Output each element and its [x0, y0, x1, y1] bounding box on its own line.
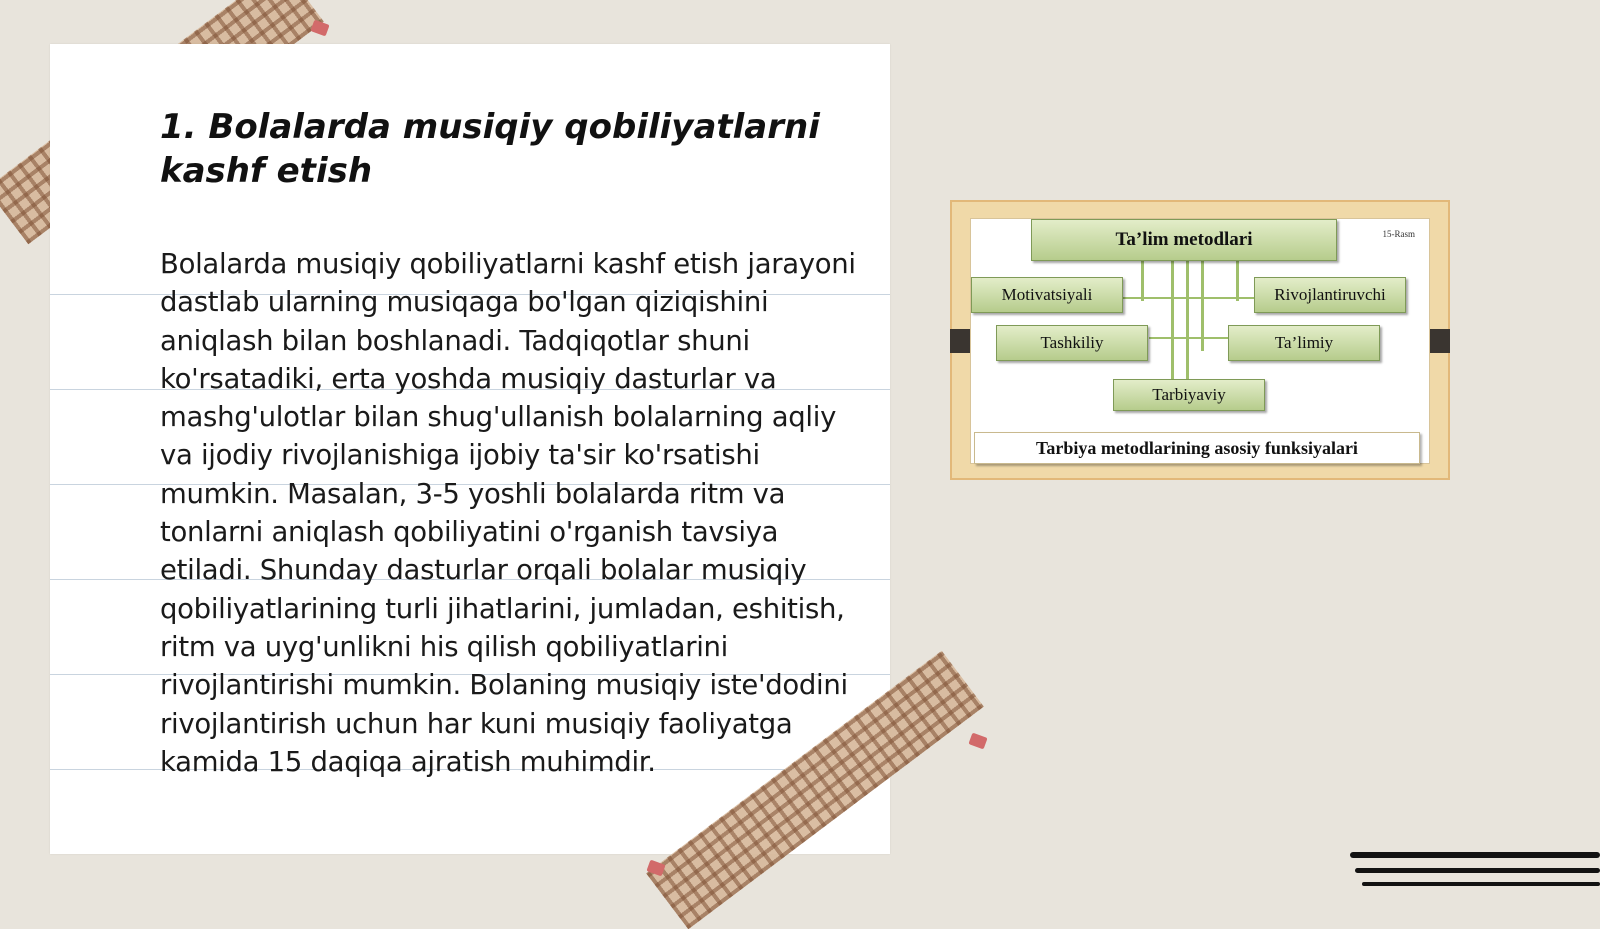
diagram-box-talimiy: Ta’limiy [1228, 325, 1380, 361]
diagram-box-rivojlantiruvchi: Rivojlantiruvchi [1254, 277, 1406, 313]
connector-line [1186, 261, 1189, 381]
connector-line [1141, 261, 1144, 301]
slide-title: 1. Bolalarda musiqiy qobiliyatlarni kashf etish [160, 107, 820, 191]
diagram-canvas [970, 218, 1430, 464]
slide-body-text: Bolalarda musiqiy qobiliyatlarni kashf etish jarayoni dastlab ularning musiqaga bo'lgan qiziqishini aniqlash bilan boshlanadi. Tadqiqotlar shuni ko'rsatadiki, erta yoshda musiqiy dasturlar va mashg'ulotlar bilan shug'ullanish bolalarning aqliy va ijodiy rivojlanishiga ijobiy ta'sir ko'rsatishi mumkin. Masalan, 3-5 yoshli bolalarda ritm va tonlarni aniqlash qobiliyatini o'rganish tavsiya etiladi. Shunday dasturlar orqali bolalar musiqiy qobiliyatlarining turli jihatlarini, jumladan, eshitish, ritm va uyg'unlikni his qilish qobiliyatlarini rivojlantirishi mumkin. Bolaning musiqiy iste'dodini rivojlantirish uchun har kuni musiqiy faoliyatga kamida 15 daqiqa ajratish muhimdir. [160, 248, 856, 778]
decorative-stroke [1355, 868, 1600, 873]
decorative-stroke [1362, 882, 1600, 886]
tape-tip-top [310, 20, 329, 37]
diagram-box-tarbiyaviy: Tarbiyaviy [1113, 379, 1265, 411]
diagram-head-box: Ta’lim metodlari [1031, 219, 1337, 261]
connector-line [1121, 297, 1261, 299]
tape-tip-bottom [968, 733, 987, 750]
figure-note: 15-Rasm [1382, 229, 1415, 239]
connector-line [1149, 337, 1209, 339]
diagram-box-tashkiliy: Tashkiliy [996, 325, 1148, 361]
connector-line [1236, 261, 1239, 301]
diagram-box-motivatsiyali: Motivatsiyali [971, 277, 1123, 313]
diagram-caption: Tarbiya metodlarining asosiy funksiyalari [974, 432, 1420, 464]
decorative-stroke [1350, 852, 1600, 858]
methods-diagram [950, 200, 1450, 480]
connector-line [1201, 337, 1231, 339]
